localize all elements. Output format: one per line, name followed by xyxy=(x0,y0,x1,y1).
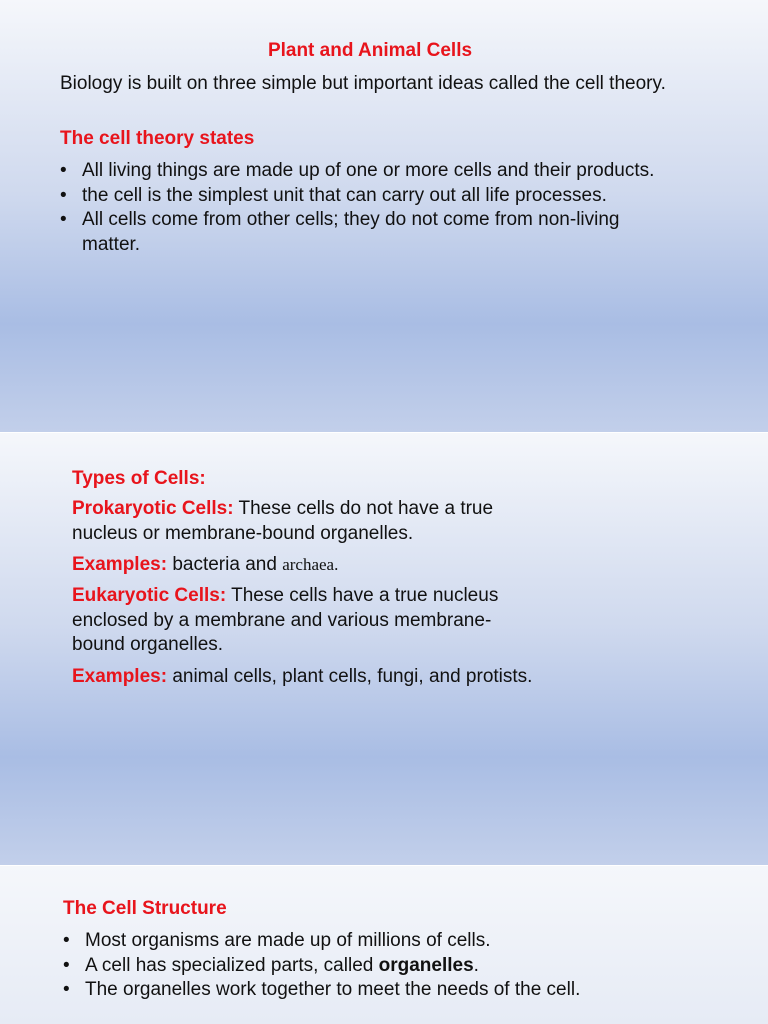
slide-types-of-cells xyxy=(0,433,768,865)
list-item-text: A cell has specialized parts, called xyxy=(85,954,379,976)
list-item xyxy=(60,184,670,209)
eukaryotic-text: These cells have a true nucleus enclosed by a membrane and various membrane-bound organelles. xyxy=(72,585,499,655)
list-item-text: All cells come from other cells; they do not come from non-living matter. xyxy=(82,209,620,255)
list-item xyxy=(60,159,670,184)
examples-text: bacteria and xyxy=(167,554,283,575)
eukaryotic-examples xyxy=(72,665,672,690)
types-heading: Types of Cells: xyxy=(72,468,206,489)
list-item xyxy=(63,978,703,1003)
eukaryotic-label: Eukaryotic Cells: xyxy=(72,585,227,606)
cell-structure-heading: The Cell Structure xyxy=(63,898,227,919)
list-item xyxy=(63,929,703,954)
list-item-text: the cell is the simplest unit that can carry out all life processes. xyxy=(82,184,607,206)
bullet-icon: • xyxy=(63,930,70,951)
examples-label: Examples: xyxy=(72,554,168,575)
list-item-text: Most organisms are made up of millions of cells. xyxy=(85,930,491,951)
cell-theory-heading: The cell theory states xyxy=(60,128,255,149)
intro-paragraph: Biology is built on three simple but important ideas called the cell theory. xyxy=(60,73,666,94)
prokaryotic-label: Prokaryotic Cells: xyxy=(72,498,234,519)
bullet-icon: • xyxy=(60,160,67,181)
bullet-icon: • xyxy=(63,979,70,1000)
prokaryotic-paragraph xyxy=(72,497,532,546)
list-item-text: The organelles work together to meet the needs of the cell. xyxy=(85,979,581,1000)
archaea-text: archaea. xyxy=(282,555,339,574)
examples-label: Examples: xyxy=(72,666,168,687)
cell-structure-list xyxy=(63,929,703,1003)
prokaryotic-examples xyxy=(72,553,532,578)
bullet-icon: • xyxy=(63,954,70,976)
list-item-text: . xyxy=(473,954,479,976)
examples-text: animal cells, plant cells, fungi, and protists. xyxy=(167,666,533,687)
bullet-icon: • xyxy=(60,184,67,206)
list-item xyxy=(60,208,670,257)
slide-cell-structure xyxy=(0,866,768,1024)
list-item-text: All living things are made up of one or more cells and their products. xyxy=(82,160,655,181)
list-item xyxy=(63,954,703,979)
slide-cell-theory xyxy=(0,0,768,432)
page-title: Plant and Animal Cells xyxy=(267,40,473,61)
bullet-icon: • xyxy=(60,209,67,230)
eukaryotic-paragraph xyxy=(72,584,532,658)
cell-theory-list xyxy=(60,159,670,257)
organelles-term: organelles xyxy=(378,954,474,976)
prokaryotic-text: These cells do not have a true nucleus or membrane-bound organelles. xyxy=(72,498,494,544)
